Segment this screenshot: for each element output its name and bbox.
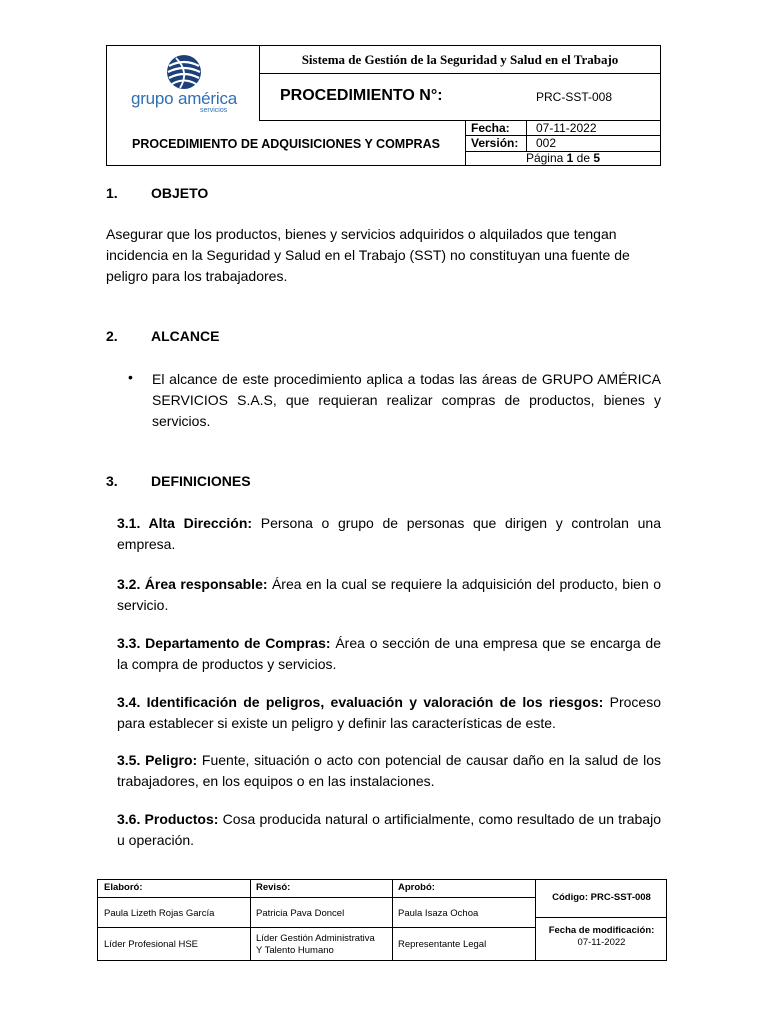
page-current: 1 <box>566 151 574 165</box>
document-header <box>106 45 661 166</box>
definition-item <box>117 513 661 555</box>
definition-item <box>117 633 661 675</box>
procedure-label: PROCEDIMIENTO N°: <box>280 87 443 104</box>
page-indicator <box>466 152 660 165</box>
section-1-heading <box>106 185 208 201</box>
section-title: ALCANCE <box>151 328 220 344</box>
section-number: 3. <box>106 473 118 489</box>
reviso-role-line-2: Y Talento Humano <box>256 945 334 956</box>
fecha-value: 07-11-2022 <box>536 121 597 135</box>
document-title: PROCEDIMIENTO DE ADQUISICIONES Y COMPRAS <box>107 121 466 166</box>
version-label: Versión: <box>466 136 527 151</box>
reviso-role-line-1: Líder Gestión Administrativa <box>256 933 375 944</box>
definition-term: 3.5. Peligro: <box>117 752 198 768</box>
company-logo <box>124 54 244 116</box>
reviso-label: Revisó: <box>256 882 291 893</box>
logo-brand-text: grupo américa <box>130 89 238 108</box>
definition-item <box>117 574 661 616</box>
page-total: 5 <box>593 151 601 165</box>
definition-text: Persona o grupo de personas que dirigen y controlan una empresa. <box>117 515 661 552</box>
fecha-modificacion-label: Fecha de modificación: <box>548 925 655 936</box>
page-prefix: Página <box>525 151 567 165</box>
definition-text: Cosa producida natural o artificialmente, como resultado de un trabajo u operación. <box>117 811 661 848</box>
page-row <box>466 152 660 166</box>
definition-text: Fuente, situación o acto con potencial de causar daño en la salud de los trabajadores, en los equipos o en las instalaciones. <box>117 752 662 789</box>
page-mid: de <box>573 151 594 165</box>
definition-term: 3.6. Productos: <box>117 811 219 827</box>
definition-item <box>117 750 661 792</box>
section-1-text: Asegurar que los productos, bienes y servicios adquiridos o alquilados que tengan incidencia en la Seguridad y Salud en el Trabajo (SST) no constituyan una fuente de peligro para los trabajadores. <box>106 226 630 284</box>
bullet-icon: • <box>128 369 133 385</box>
definition-item <box>117 692 661 734</box>
section-3-heading <box>106 473 251 489</box>
definition-term: 3.3. Departamento de Compras: <box>117 635 331 651</box>
version-row <box>466 136 660 152</box>
procedure-cell <box>260 74 660 121</box>
definition-text: Área en la cual se requiere la adquisición del producto, bien o servicio. <box>117 576 661 613</box>
section-number: 1. <box>106 185 118 201</box>
definition-term: 3.2. Área responsable: <box>117 576 268 592</box>
section-title: DEFINICIONES <box>151 473 251 489</box>
definition-term: 3.1. Alta Dirección: <box>117 515 253 531</box>
logo-cell <box>107 46 260 121</box>
elaboro-label: Elaboró: <box>104 882 143 893</box>
definition-term: 3.4. Identificación de peligros, evaluación y valoración de los riesgos: <box>117 694 604 710</box>
definition-item <box>117 809 661 851</box>
fecha-label: Fecha: <box>466 121 527 135</box>
aprobo-label: Aprobó: <box>398 882 435 893</box>
aprobo-role: Representante Legal <box>398 939 487 950</box>
codigo-label: Código: PRC-SST-008 <box>552 892 651 903</box>
aprobo-name: Paula Isaza Ochoa <box>398 908 479 919</box>
section-2-heading <box>106 328 219 344</box>
approval-footer-table <box>97 879 667 961</box>
section-number: 2. <box>106 328 118 344</box>
section-2-bullet-text: El alcance de este procedimiento aplica a todas las áreas de GRUPO AMÉRICA SERVICIOS S.A.S, que requieran realizar compras de productos, bienes y servicios. <box>152 371 661 429</box>
section-title: OBJETO <box>151 185 209 201</box>
definition-text: Proceso para establecer si existe un peligro y definir las características de este. <box>117 694 662 731</box>
fecha-row <box>466 121 660 136</box>
definition-text: Área o sección de una empresa que se encarga de la compra de productos y servicios. <box>117 635 661 672</box>
elaboro-role: Líder Profesional HSE <box>104 939 198 950</box>
reviso-name: Patricia Pava Doncel <box>256 908 345 919</box>
system-title: Sistema de Gestión de la Seguridad y Salud en el Trabajo <box>260 46 660 74</box>
procedure-code: PRC-SST-008 <box>536 90 613 104</box>
logo-sub-text: servicios <box>200 107 228 114</box>
fecha-modificacion-value: 07-11-2022 <box>577 937 626 948</box>
version-value: 002 <box>536 136 557 150</box>
globe-icon <box>124 54 244 92</box>
elaboro-name: Paula Lizeth Rojas García <box>104 908 215 919</box>
